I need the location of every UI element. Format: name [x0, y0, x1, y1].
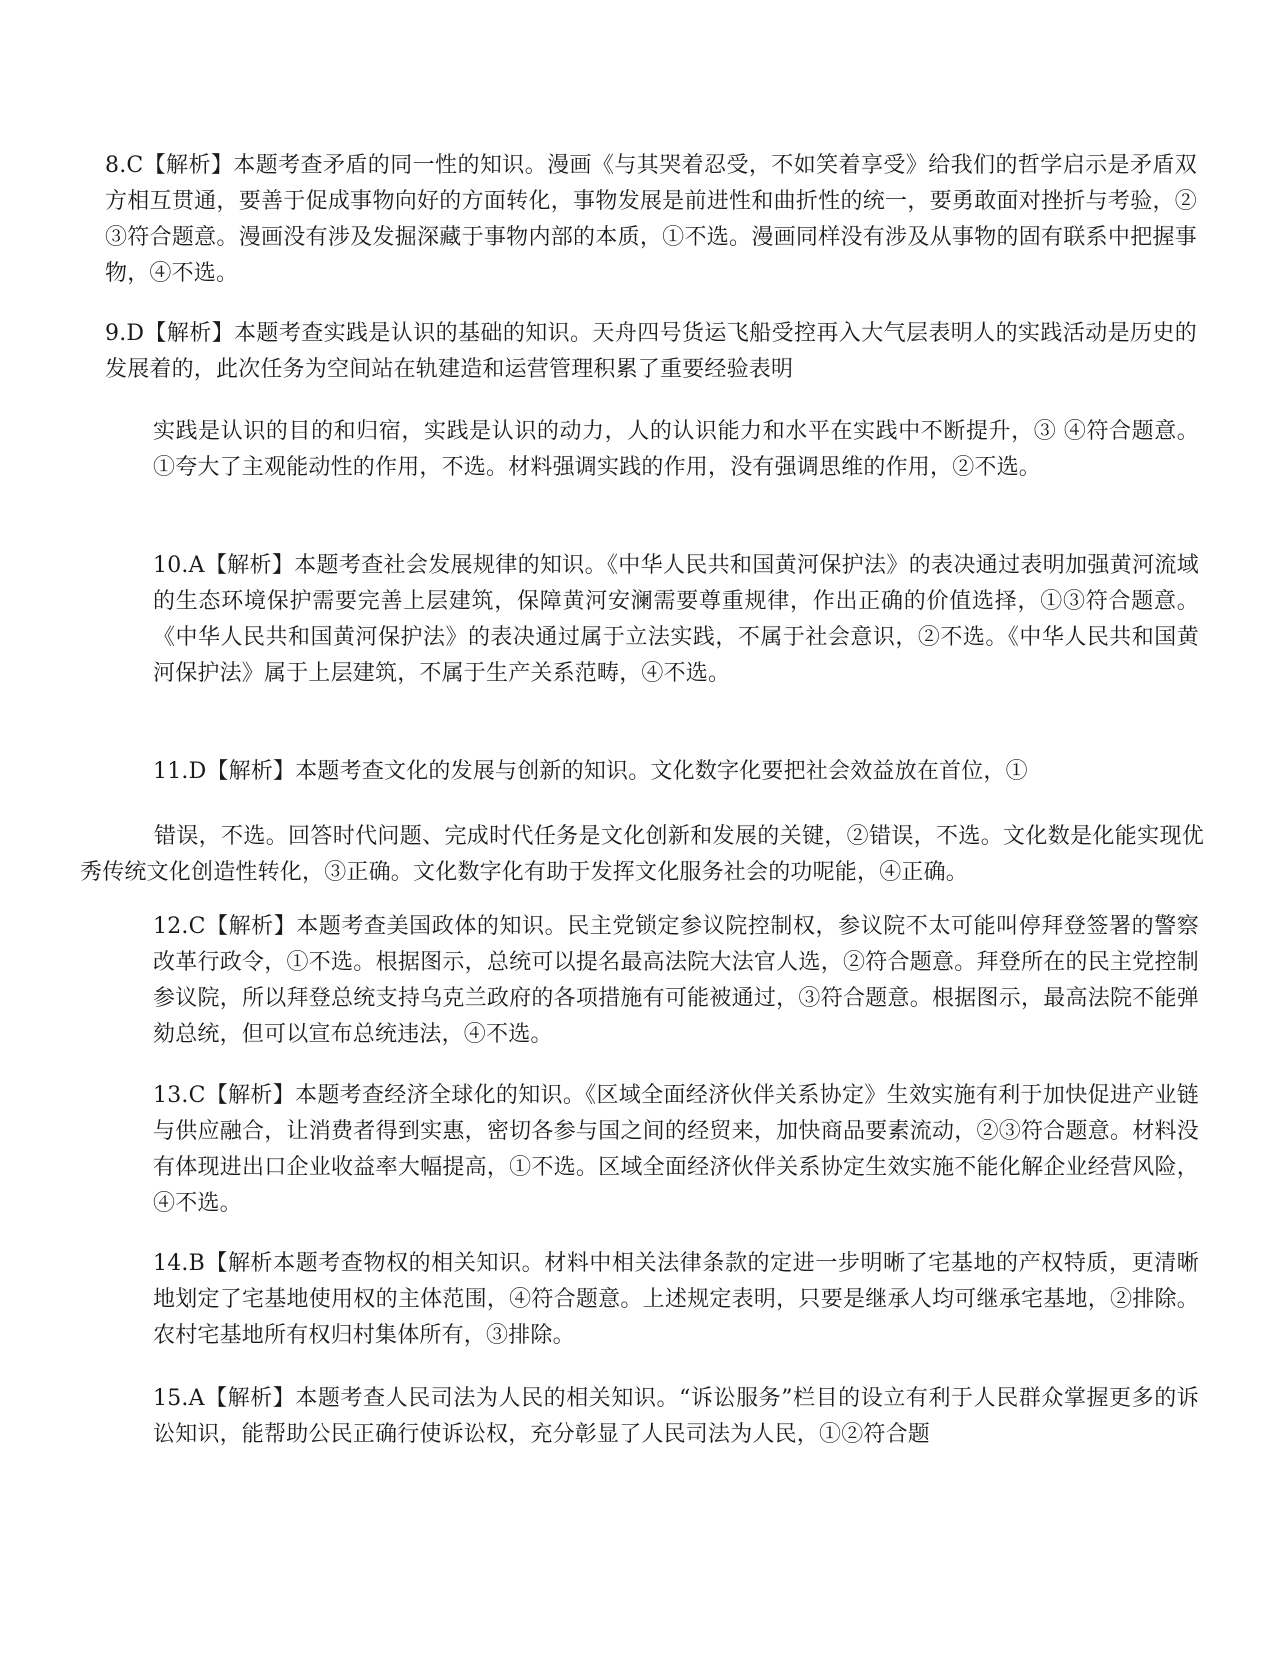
explanation-q12: 12.C【解析】本题考查美国政体的知识。民主党锁定参议院控制权，参议院不太可能叫停拜登签署的警察改革行政令，①不选。根据图示，总统可以提名最高法院大法官人选，②符合题意。拜登所在的民主党控制参议院，所以拜登总统支持乌克兰政府的各项措施有可能被通过，③符合题意。根据图示，最高法院不能弹劾总统，但可以宣布总统违法，④不选。: [153, 914, 1199, 1047]
explanation-q9: 9.D【解析】本题考查实践是认识的基础的知识。天舟四号货运飞船受控再入大气层表明人的实践活动是历史的发展着的，此次任务为空间站在轨建造和运营管理积累了重要经验表明: [105, 321, 1197, 382]
explanation-q9-cont: 实践是认识的目的和归宿，实践是认识的动力，人的认识能力和水平在实践中不断提升，③ ④符合题意。①夸大了主观能动性的作用，不选。材料强调实践的作用，没有强调思维的作用，②不选。: [153, 419, 1199, 480]
explanation-q14: 14.B【解析本题考查物权的相关知识。材料中相关法律条款的定进一步明晰了宅基地的产权特质，更清晰地划定了宅基地使用权的主体范围，④符合题意。上述规定表明，只要是继承人均可继承宅基地，②排除。农村宅基地所有权归村集体所有，③排除。: [153, 1251, 1199, 1348]
explanation-q11: 11.D【解析】本题考查文化的发展与创新的知识。文化数字化要把社会效益放在首位，①: [153, 759, 1028, 784]
explanation-q10: 10.A【解析】本题考查社会发展规律的知识。《中华人民共和国黄河保护法》的表决通过表明加强黄河流域的生态环境保护需要完善上层建筑，保障黄河安澜需要尊重规律，作出正确的价值选择，①③符合题意。《中华人民共和国黄河保护法》的表决通过属于立法实践，不属于社会意识，②不选。《中华人民共和国黄河保护法》属于上层建筑，不属于生产关系范畴，④不选。: [153, 553, 1199, 686]
explanation-q15: 15.A【解析】本题考查人民司法为人民的相关知识。“诉讼服务”栏目的设立有利于人民群众掌握更多的诉讼知识，能帮助公民正确行使诉讼权，充分彰显了人民司法为人民，①②符合题: [153, 1386, 1199, 1447]
explanation-q13: 13.C【解析】本题考查经济全球化的知识。《区域全面经济伙伴关系协定》生效实施有利于加快促进产业链与供应融合，让消费者得到实惠，密切各参与国之间的经贸来，加快商品要素流动，②③符合题意。材料没有体现进出口企业收益率大幅提高，①不选。区域全面经济伙伴关系协定生效实施不能化解企业经营风险，④不选。: [153, 1083, 1199, 1216]
explanation-q8: 8.C【解析】本题考查矛盾的同一性的知识。漫画《与其哭着忍受，不如笑着享受》给我们的哲学启示是矛盾双方相互贯通，要善于促成事物向好的方面转化，事物发展是前进性和曲折性的统一，要勇敢面对挫折与考验，②③符合题意。漫画没有涉及发掘深藏于事物内部的本质，①不选。漫画同样没有涉及从事物的固有联系中把握事物，④不选。: [105, 153, 1197, 286]
explanation-q11-cont: 错误，不选。回答时代问题、完成时代任务是文化创新和发展的关键，②错误，不选。文化数是化能实现优秀传统文化创造性转化，③正确。文化数字化有助于发挥文化服务社会的功呢能，④正确。: [80, 824, 1204, 885]
